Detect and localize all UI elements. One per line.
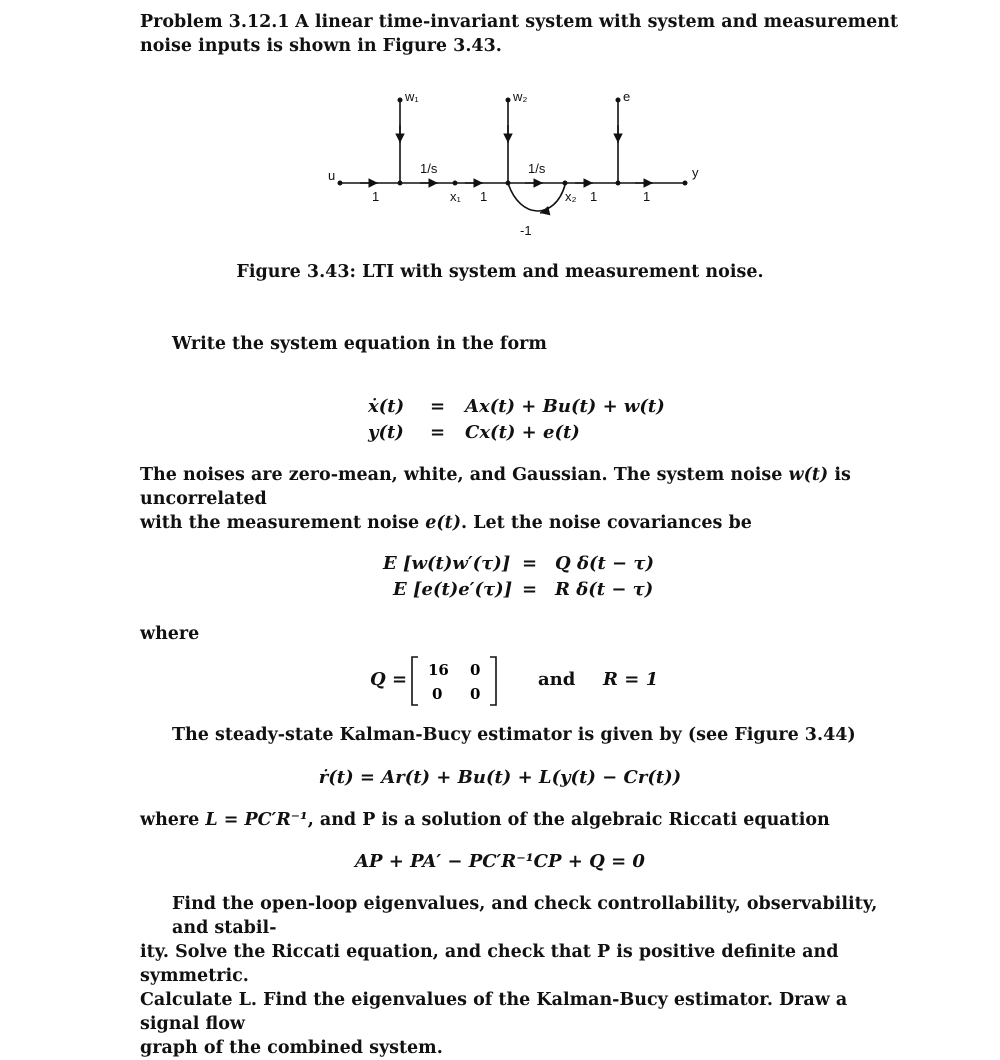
gain-feedback: -1	[520, 223, 532, 238]
sys-eq-1: =	[430, 396, 446, 417]
noise-description	[140, 463, 900, 535]
q-label: Q =	[370, 669, 408, 690]
gain-x2: 1	[590, 189, 598, 204]
cov-eq-2: =	[522, 579, 538, 600]
label-x2: x₂	[565, 189, 577, 204]
noise-text-1: The noises are zero-mean, white, and Gaussian. The system noise	[140, 465, 783, 485]
sys-lhs-1: ẋ(t)	[368, 396, 405, 417]
node-1	[398, 181, 403, 186]
riccati-text: , and P is a solution of the algebraic Riccati equation	[307, 810, 830, 830]
write-form-text: Write the system equation in the form	[172, 334, 547, 354]
q-12: 0	[470, 661, 481, 679]
label-w2: w₂	[513, 89, 528, 104]
label-y: y	[692, 165, 699, 180]
final-line-1: Find the open-loop eigenvalues, and check controllability, observability, and stabil-	[172, 894, 878, 938]
cov-eq-1: =	[522, 553, 538, 574]
node-2	[506, 181, 511, 186]
problem-statement	[140, 10, 900, 58]
final-line-2: ity. Solve the Riccati equation, and check that P is positive definite and symmetric.	[140, 942, 839, 986]
figure-caption: Figure 3.43: LTI with system and measurement noise.	[236, 262, 764, 282]
noise-text-4: . Let the noise covariances be	[461, 513, 752, 533]
l-formula: L = PC′R⁻¹	[205, 810, 308, 830]
riccati-formula: AP + PA′ − PC′R⁻¹CP + Q = 0	[355, 851, 645, 872]
sys-lhs-2: y(t)	[368, 422, 404, 443]
cov-lhs-1: E [w(t)w′(τ)]	[383, 553, 511, 574]
node-y	[683, 181, 688, 186]
cov-lhs-2: E [e(t)e′(τ)]	[393, 579, 513, 600]
riccati-equation	[0, 851, 1000, 872]
final-line-4: graph of the combined system.	[140, 1038, 443, 1058]
gain-u: 1	[372, 189, 380, 204]
label-int1: 1/s	[420, 161, 438, 176]
node-3	[616, 181, 621, 186]
where-text: where	[140, 624, 200, 644]
q-matrix-equation	[0, 655, 1000, 710]
label-u: u	[328, 168, 336, 183]
sys-rhs-2: Cx(t) + e(t)	[465, 422, 580, 443]
q-22: 0	[470, 685, 481, 703]
noise-w: w(t)	[788, 465, 829, 485]
node-w2	[506, 98, 511, 103]
cov-rhs-2: R δ(t − τ)	[555, 579, 654, 600]
noise-text-2: is uncorrelated	[140, 465, 851, 509]
final-line-3: Calculate L. Find the eigenvalues of the Kalman-Bucy estimator. Draw a signal flow	[140, 990, 848, 1034]
label-x1: x₁	[450, 189, 461, 204]
where-l-text: where	[140, 810, 200, 830]
node-w1	[398, 98, 403, 103]
estimator-equation	[0, 767, 1000, 788]
system-equations	[0, 396, 1000, 446]
bracket-right	[490, 657, 496, 705]
l-definition-line	[140, 808, 900, 832]
gain-x1: 1	[480, 189, 488, 204]
node-e	[616, 98, 621, 103]
noise-e: e(t)	[425, 513, 462, 533]
node-x1	[453, 181, 458, 186]
steady-state-text: The steady-state Kalman-Bucy estimator is given by (see Figure 3.44)	[172, 725, 856, 745]
node-x2	[563, 181, 568, 186]
node-u	[338, 181, 343, 186]
r-def: R = 1	[603, 669, 659, 690]
and-text: and	[538, 669, 576, 690]
problem-intro: A linear time-invariant system with system and measurement noise inputs is shown in Figure 3.43.	[140, 12, 899, 56]
problem-number: Problem 3.12.1	[140, 12, 290, 32]
estimator-formula: ṙ(t) = Ar(t) + Bu(t) + L(y(t) − Cr(t))	[318, 767, 682, 788]
bracket-left	[412, 657, 418, 705]
final-instructions	[140, 892, 900, 1060]
sys-eq-2: =	[430, 422, 446, 443]
q-matrix	[410, 655, 500, 707]
label-int2: 1/s	[528, 161, 546, 176]
sys-rhs-1: Ax(t) + Bu(t) + w(t)	[465, 396, 665, 417]
noise-text-3: with the measurement noise	[140, 513, 420, 533]
gain-e: 1	[643, 189, 651, 204]
label-e: e	[623, 89, 631, 104]
q-11: 16	[428, 661, 449, 679]
signal-flow-graph	[320, 85, 700, 245]
cov-rhs-1: Q δ(t − τ)	[555, 553, 655, 574]
label-w1: w₁	[405, 89, 419, 104]
q-21: 0	[432, 685, 443, 703]
feedback-loop	[508, 183, 565, 211]
covariance-equations	[0, 553, 1000, 603]
